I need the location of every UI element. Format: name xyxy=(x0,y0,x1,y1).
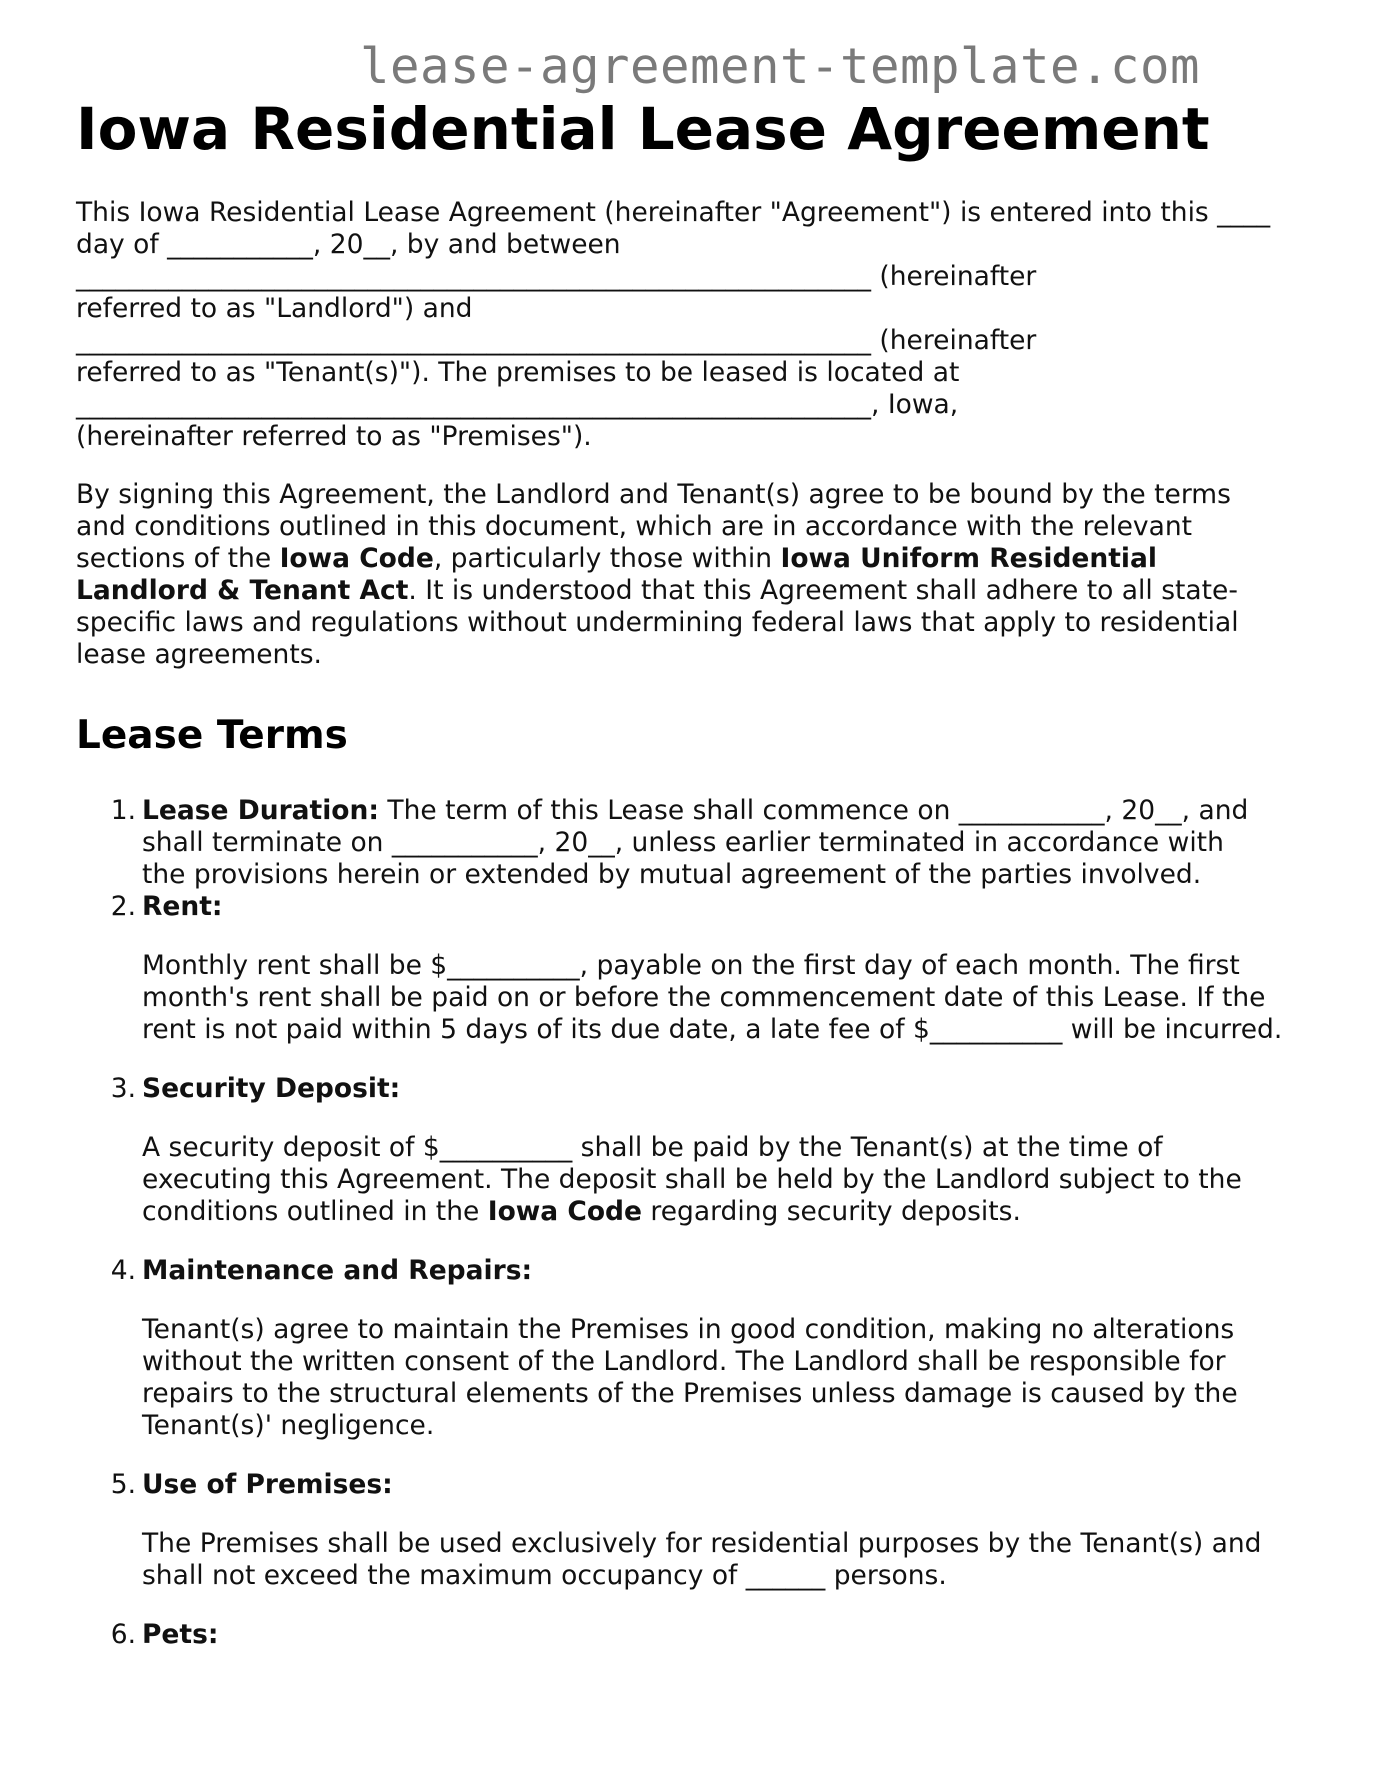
term-item-rent xyxy=(76,891,1298,1046)
intro-line: referred to as "Tenant(s)"). The premises to be leased is located at xyxy=(76,356,960,388)
term-body xyxy=(142,1528,1298,1592)
term-body xyxy=(142,1132,1298,1228)
term-item-maintenance-repairs xyxy=(76,1255,1298,1442)
document-page xyxy=(76,96,1298,1651)
lease-terms-list xyxy=(76,795,1298,1651)
term-title: Pets: xyxy=(142,1619,219,1651)
intro-line: (hereinafter referred to as "Premises"). xyxy=(76,420,592,452)
law-text: sections of the xyxy=(76,542,280,574)
intro-line: This Iowa Residential Lease Agreement (hereinafter "Agreement") is entered into this ____ xyxy=(76,196,1271,228)
term-item-lease-duration xyxy=(76,795,1298,891)
term-body xyxy=(142,950,1298,1046)
iowa-code-reference: Iowa Code xyxy=(487,1196,642,1228)
law-text: , particularly those within xyxy=(433,542,781,574)
law-compliance-paragraph xyxy=(76,479,1298,671)
term-item-security-deposit xyxy=(76,1073,1298,1228)
act-reference: Landlord & Tenant Act xyxy=(76,574,409,606)
term-line: without the written consent of the Landlord. The Landlord shall be responsible for xyxy=(142,1346,1226,1378)
term-item-pets xyxy=(76,1619,1298,1651)
term-title: Maintenance and Repairs: xyxy=(142,1255,533,1287)
intro-line: day of ___________, 20__, by and between xyxy=(76,228,621,260)
term-title: Rent: xyxy=(142,891,223,923)
term-line: shall terminate on ___________, 20__, unless earlier terminated in accordance with xyxy=(142,827,1224,859)
watermark-site-name: lease-agreement-template.com xyxy=(360,38,1201,95)
law-text: . It is understood that this Agreement shall adhere to all state- xyxy=(408,574,1238,606)
term-line: Tenant(s)' negligence. xyxy=(142,1410,435,1442)
document-title: Iowa Residential Lease Agreement xyxy=(76,95,1210,163)
item-number: 3. xyxy=(110,1073,136,1105)
law-line xyxy=(76,575,1298,607)
term-line: executing this Agreement. The deposit shall be held by the Landlord subject to the xyxy=(142,1164,1242,1196)
term-body xyxy=(142,1314,1298,1442)
law-line: and conditions outlined in this document, which are in accordance with the relevant xyxy=(76,510,1193,542)
law-line xyxy=(76,543,1298,575)
term-line: repairs to the structural elements of the Premises unless damage is caused by the xyxy=(142,1378,1238,1410)
term-line: rent is not paid within 5 days of its due date, a late fee of $__________ will be incurred. xyxy=(142,1014,1283,1046)
term-line: shall not exceed the maximum occupancy of ______ persons. xyxy=(142,1560,947,1592)
term-text: The term of this Lease shall commence on ___________, 20__, and xyxy=(378,795,1249,827)
term-line: A security deposit of $__________ shall be paid by the Tenant(s) at the time of xyxy=(142,1132,1163,1164)
term-text: conditions outlined in the xyxy=(142,1196,488,1228)
law-line: lease agreements. xyxy=(76,638,322,670)
term-title: Security Deposit: xyxy=(142,1073,401,1105)
term-line xyxy=(142,1196,1298,1228)
term-item-use-of-premises xyxy=(76,1469,1298,1592)
term-line: the provisions herein or extended by mutual agreement of the parties involved. xyxy=(142,859,1202,891)
section-heading-lease-terms: Lease Terms xyxy=(76,712,348,758)
intro-line: ____________________________________________________________, Iowa, xyxy=(76,388,959,420)
term-text: regarding security deposits. xyxy=(641,1196,1021,1228)
item-number: 2. xyxy=(110,891,136,923)
term-title: Use of Premises: xyxy=(142,1469,393,1501)
term-line: The Premises shall be used exclusively for residential purposes by the Tenant(s) and xyxy=(142,1528,1262,1560)
intro-paragraph xyxy=(76,197,1298,453)
term-line: Tenant(s) agree to maintain the Premises in good condition, making no alterations xyxy=(142,1314,1235,1346)
intro-line: referred to as "Landlord") and xyxy=(76,292,473,324)
iowa-code-reference: Iowa Code xyxy=(279,542,434,574)
item-number: 1. xyxy=(110,795,136,827)
term-line: month's rent shall be paid on or before the commencement date of this Lease. If the xyxy=(142,982,1266,1014)
term-title: Lease Duration: xyxy=(142,795,379,827)
intro-line: ____________________________________________________________ (hereinafter xyxy=(76,324,1037,356)
act-reference: Iowa Uniform Residential xyxy=(780,542,1157,574)
term-line xyxy=(142,795,1298,827)
intro-line: ____________________________________________________________ (hereinafter xyxy=(76,260,1037,292)
item-number: 6. xyxy=(110,1619,136,1651)
law-line: specific laws and regulations without undermining federal laws that apply to residential xyxy=(76,606,1239,638)
law-line: By signing this Agreement, the Landlord and Tenant(s) agree to be bound by the terms xyxy=(76,478,1231,510)
item-number: 5. xyxy=(110,1469,136,1501)
item-number: 4. xyxy=(110,1255,136,1287)
term-line: Monthly rent shall be $__________, payable on the first day of each month. The first xyxy=(142,950,1240,982)
